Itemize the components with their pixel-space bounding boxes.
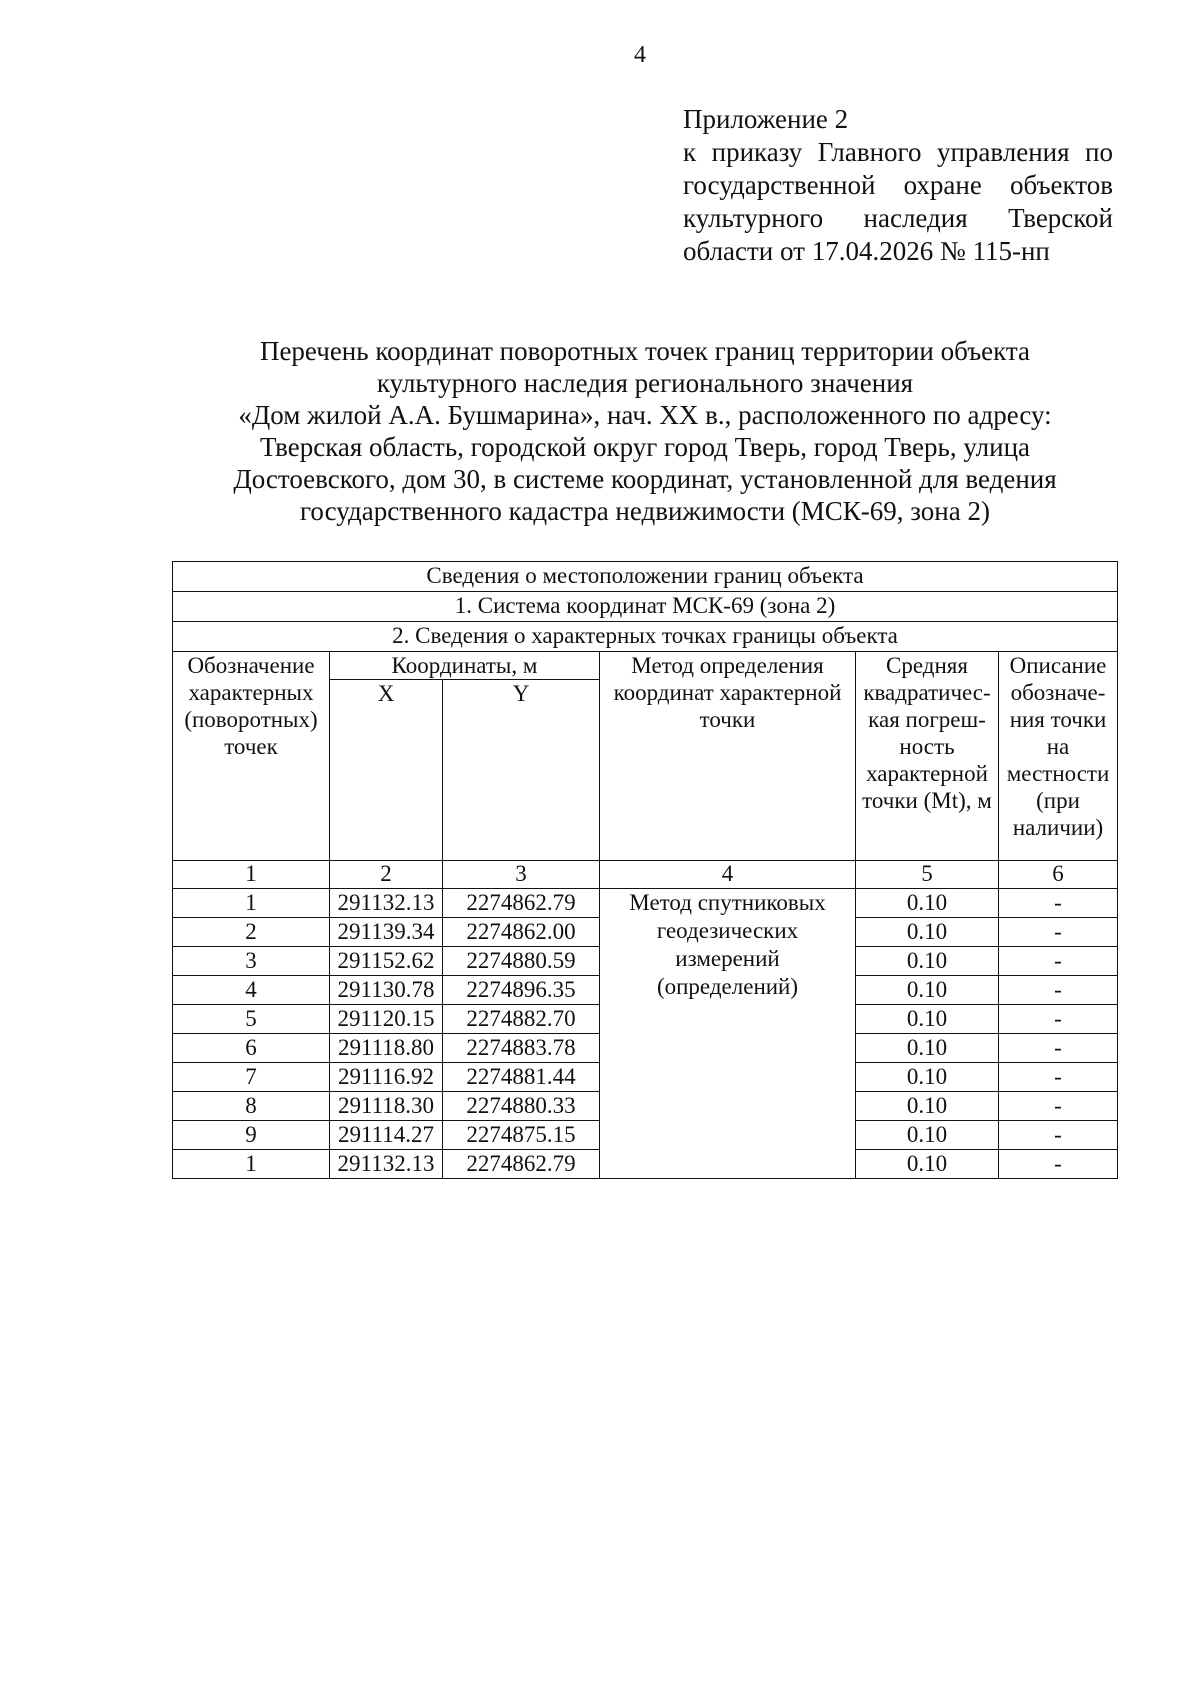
mt-cell: 0.10 [856, 1063, 999, 1092]
header-method: Метод определения координат характерной точки [600, 652, 856, 861]
description-cell: - [999, 1092, 1118, 1121]
header-y: Y [443, 680, 600, 861]
column-number: 3 [443, 861, 600, 889]
x-cell: 291152.62 [330, 947, 443, 976]
appendix-line: к приказу Главного управления по [683, 137, 1113, 167]
description-cell: - [999, 1121, 1118, 1150]
appendix-line: культурного наследия Тверской [683, 203, 1113, 233]
point-cell: 8 [173, 1092, 330, 1121]
x-cell: 291132.13 [330, 889, 443, 918]
description-cell: - [999, 1005, 1118, 1034]
mt-cell: 0.10 [856, 1092, 999, 1121]
column-number: 1 [173, 861, 330, 889]
point-cell: 2 [173, 918, 330, 947]
mt-cell: 0.10 [856, 1150, 999, 1179]
document-title [190, 335, 1100, 527]
point-cell: 3 [173, 947, 330, 976]
section-header-characteristic-points: 2. Сведения о характерных точках границы объекта [173, 622, 1118, 652]
y-cell: 2274862.79 [443, 889, 600, 918]
mt-cell: 0.10 [856, 1005, 999, 1034]
column-number: 2 [330, 861, 443, 889]
point-cell: 5 [173, 1005, 330, 1034]
x-cell: 291139.34 [330, 918, 443, 947]
x-cell: 291118.80 [330, 1034, 443, 1063]
description-cell: - [999, 889, 1118, 918]
title-line: Перечень координат поворотных точек границ территории объекта [259, 336, 1031, 366]
title-line: «Дом жилой А.А. Бушмарина», нач. XX в., расположенного по адресу: [238, 400, 1052, 430]
y-cell: 2274883.78 [443, 1034, 600, 1063]
table-row [173, 889, 1118, 918]
description-cell: - [999, 1063, 1118, 1092]
appendix-line: государственной охране объектов [683, 170, 1113, 200]
title-line: культурного наследия регионального значения [376, 368, 914, 398]
y-cell: 2274882.70 [443, 1005, 600, 1034]
coordinates-table [172, 561, 1118, 1179]
y-cell: 2274896.35 [443, 976, 600, 1005]
point-cell: 9 [173, 1121, 330, 1150]
mt-cell: 0.10 [856, 1034, 999, 1063]
column-number: 5 [856, 861, 999, 889]
y-cell: 2274875.15 [443, 1121, 600, 1150]
mt-cell: 0.10 [856, 918, 999, 947]
description-cell: - [999, 918, 1118, 947]
header-x: X [330, 680, 443, 861]
column-number: 4 [600, 861, 856, 889]
point-cell: 6 [173, 1034, 330, 1063]
mt-cell: 0.10 [856, 976, 999, 1005]
method-cell: Метод спутниковых геодезических измерений (определений) [600, 889, 856, 1179]
x-cell: 291114.27 [330, 1121, 443, 1150]
y-cell: 2274862.79 [443, 1150, 600, 1179]
x-cell: 291118.30 [330, 1092, 443, 1121]
description-cell: - [999, 1034, 1118, 1063]
mt-cell: 0.10 [856, 947, 999, 976]
description-cell: - [999, 1150, 1118, 1179]
header-coordinates: Координаты, м [330, 652, 600, 680]
page-number: 4 [634, 42, 646, 68]
point-cell: 1 [173, 1150, 330, 1179]
header-description: Описание обозначе-ния точки на местности (при наличии) [999, 652, 1118, 861]
point-cell: 7 [173, 1063, 330, 1092]
point-cell: 4 [173, 976, 330, 1005]
description-cell: - [999, 976, 1118, 1005]
appendix-line: Приложение 2 [683, 104, 849, 134]
y-cell: 2274881.44 [443, 1063, 600, 1092]
title-line: Тверская область, городской округ город Тверь, город Тверь, улица [259, 432, 1031, 462]
section-header-boundaries: Сведения о местоположении границ объекта [173, 562, 1118, 592]
x-cell: 291132.13 [330, 1150, 443, 1179]
column-number: 6 [999, 861, 1118, 889]
x-cell: 291120.15 [330, 1005, 443, 1034]
mt-cell: 0.10 [856, 889, 999, 918]
mt-cell: 0.10 [856, 1121, 999, 1150]
y-cell: 2274862.00 [443, 918, 600, 947]
title-line: Достоевского, дом 30, в системе координат, установленной для ведения [233, 464, 1057, 494]
appendix-block [683, 103, 1113, 268]
description-cell: - [999, 947, 1118, 976]
y-cell: 2274880.59 [443, 947, 600, 976]
title-line: государственного кадастра недвижимости (МСК-69, зона 2) [300, 496, 990, 526]
x-cell: 291116.92 [330, 1063, 443, 1092]
section-header-coordinate-system: 1. Система координат МСК-69 (зона 2) [173, 592, 1118, 622]
header-mean-error: Средняя квадратичес-кая погреш-ность характерной точки (Mt), м [856, 652, 999, 861]
point-cell: 1 [173, 889, 330, 918]
header-point-designation: Обозначение характерных (поворотных) точек [173, 652, 330, 861]
y-cell: 2274880.33 [443, 1092, 600, 1121]
appendix-line: области от 17.04.2026 № 115-нп [683, 236, 1050, 266]
x-cell: 291130.78 [330, 976, 443, 1005]
